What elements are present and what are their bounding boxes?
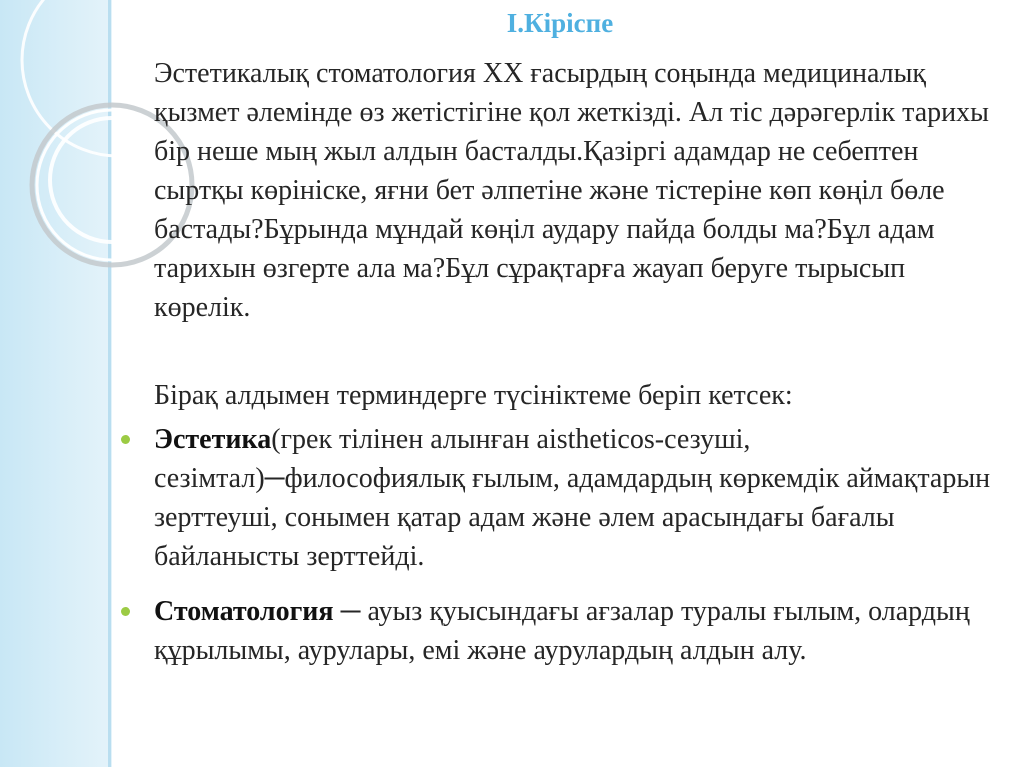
definition-aesthetics: философиялық ғылым, адамдардың көркемдік аймақтарын зерттеуші, сонымен қатар адам және әлем арасындағы бағалы байланысты зерттейді.: [154, 463, 991, 572]
bullet-dot-icon: [121, 607, 130, 616]
definition-aesthetics-origin: (грек тілінен алынған aistheticos-сезуші, сезімтал): [154, 424, 751, 494]
slide-title: I.Кіріспе: [506, 8, 614, 38]
definition-stomatology: ауыз қуысындағы ағзалар туралы ғылым, олардың құрылымы, аурулары, емі және аурулардың алдын алу.: [154, 596, 970, 666]
term-stomatology: Стоматология: [154, 596, 334, 627]
term-aesthetics: Эстетика: [154, 424, 272, 455]
bullet-dot-icon: [121, 435, 130, 444]
definition-dash: ─: [333, 596, 368, 627]
intro-paragraph: Эстетикалық стоматология XX ғасырдың соңында медициналық қызмет әлемінде өз жетістігіне қол жеткізді. Ал тіс дәрәгерлік тарихы бір неше мың жыл алдын басталды.Қазіргі адамдар не себептен сыртқы көрініске, яғни бет әлпетіне және тістеріне көп көңіл бөле бастады?Бұрында мұндай көңіл аудару пайда болды ма?Бұл адам тарихын өзгерте ала ма?Бұл сұрақтарға жауап беруге тырысып көрелік.: [154, 58, 989, 323]
definition-dash: ─: [264, 463, 285, 494]
bullet-aesthetics: [154, 420, 1004, 576]
lead-in-paragraph: Бірақ алдымен терминдерге түсініктеме беріп кетсек:: [154, 380, 793, 411]
bullet-stomatology: [154, 592, 1004, 670]
